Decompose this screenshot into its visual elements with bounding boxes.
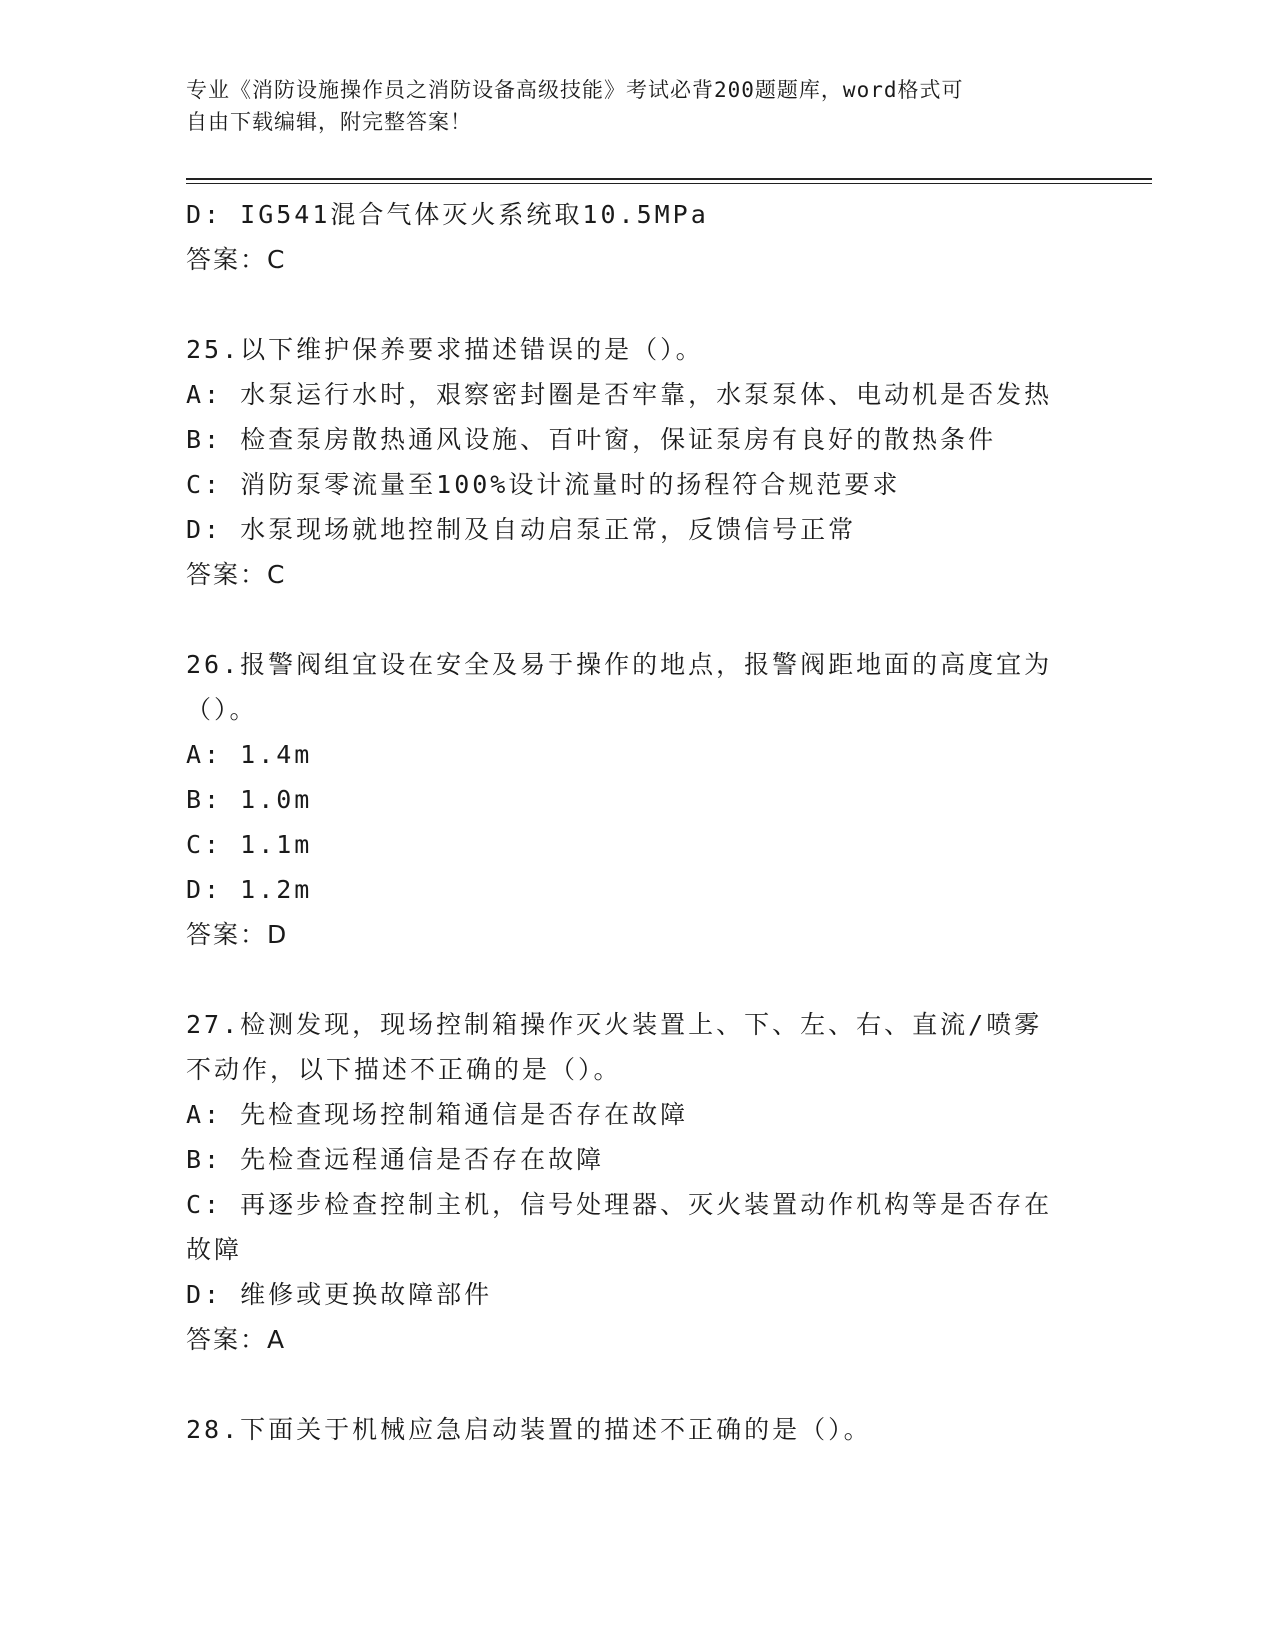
spacer (186, 597, 1086, 642)
spacer (186, 1362, 1086, 1407)
option-a: A: 1.4m (186, 740, 313, 769)
document-header (186, 74, 1066, 138)
question-27 (186, 1002, 1086, 1362)
option-c: C: 消防泵零流量至100%设计流量时的扬程符合规范要求 (186, 470, 901, 499)
option-d: D: IG541混合气体灭火系统取10.5MPa (186, 200, 709, 229)
question-stem: 26.报警阀组宜设在安全及易于操作的地点，报警阀距地面的高度宜为 (186, 650, 1053, 679)
question-25 (186, 327, 1086, 597)
answer-line: 答案：A (186, 1325, 287, 1354)
question-stem: 28.下面关于机械应急启动装置的描述不正确的是（）。 (186, 1415, 872, 1444)
header-title-line-1: 专业《消防设施操作员之消防设备高级技能》考试必背200题题库，word格式可 (186, 78, 964, 102)
header-title-line-2: 自由下载编辑，附完整答案！ (186, 110, 472, 134)
option-c-continued: 故障 (186, 1235, 243, 1264)
option-b: B: 先检查远程通信是否存在故障 (186, 1145, 605, 1174)
question-stem-continued: （）。 (186, 695, 258, 724)
question-stem: 27.检测发现，现场控制箱操作灭火装置上、下、左、右、直流/喷雾 (186, 1010, 1043, 1039)
document-body (186, 192, 1086, 1452)
option-b: B: 1.0m (186, 785, 313, 814)
option-a: A: 先检查现场控制箱通信是否存在故障 (186, 1100, 689, 1129)
option-c: C: 1.1m (186, 830, 313, 859)
option-b: B: 检查泵房散热通风设施、百叶窗，保证泵房有良好的散热条件 (186, 425, 997, 454)
option-d: D: 1.2m (186, 875, 313, 904)
question-stem-continued: 不动作，以下描述不正确的是（）。 (186, 1055, 622, 1084)
answer-line: 答案：C (186, 560, 287, 589)
option-d: D: 维修或更换故障部件 (186, 1280, 493, 1309)
question-stem: 25.以下维护保养要求描述错误的是（）。 (186, 335, 704, 364)
option-c: C: 再逐步检查控制主机，信号处理器、灭火装置动作机构等是否存在 (186, 1190, 1053, 1219)
option-a: A: 水泵运行水时，艰察密封圈是否牢靠，水泵泵体、电动机是否发热 (186, 380, 1053, 409)
question-26 (186, 642, 1086, 957)
spacer (186, 957, 1086, 1002)
answer-line: 答案：C (186, 245, 287, 274)
answer-line: 答案：D (186, 920, 289, 949)
header-divider-thin (186, 183, 1152, 184)
header-divider-thick (186, 178, 1152, 180)
spacer (186, 282, 1086, 327)
question-28 (186, 1407, 1086, 1452)
previous-question-tail (186, 192, 1086, 282)
option-d: D: 水泵现场就地控制及自动启泵正常，反馈信号正常 (186, 515, 857, 544)
